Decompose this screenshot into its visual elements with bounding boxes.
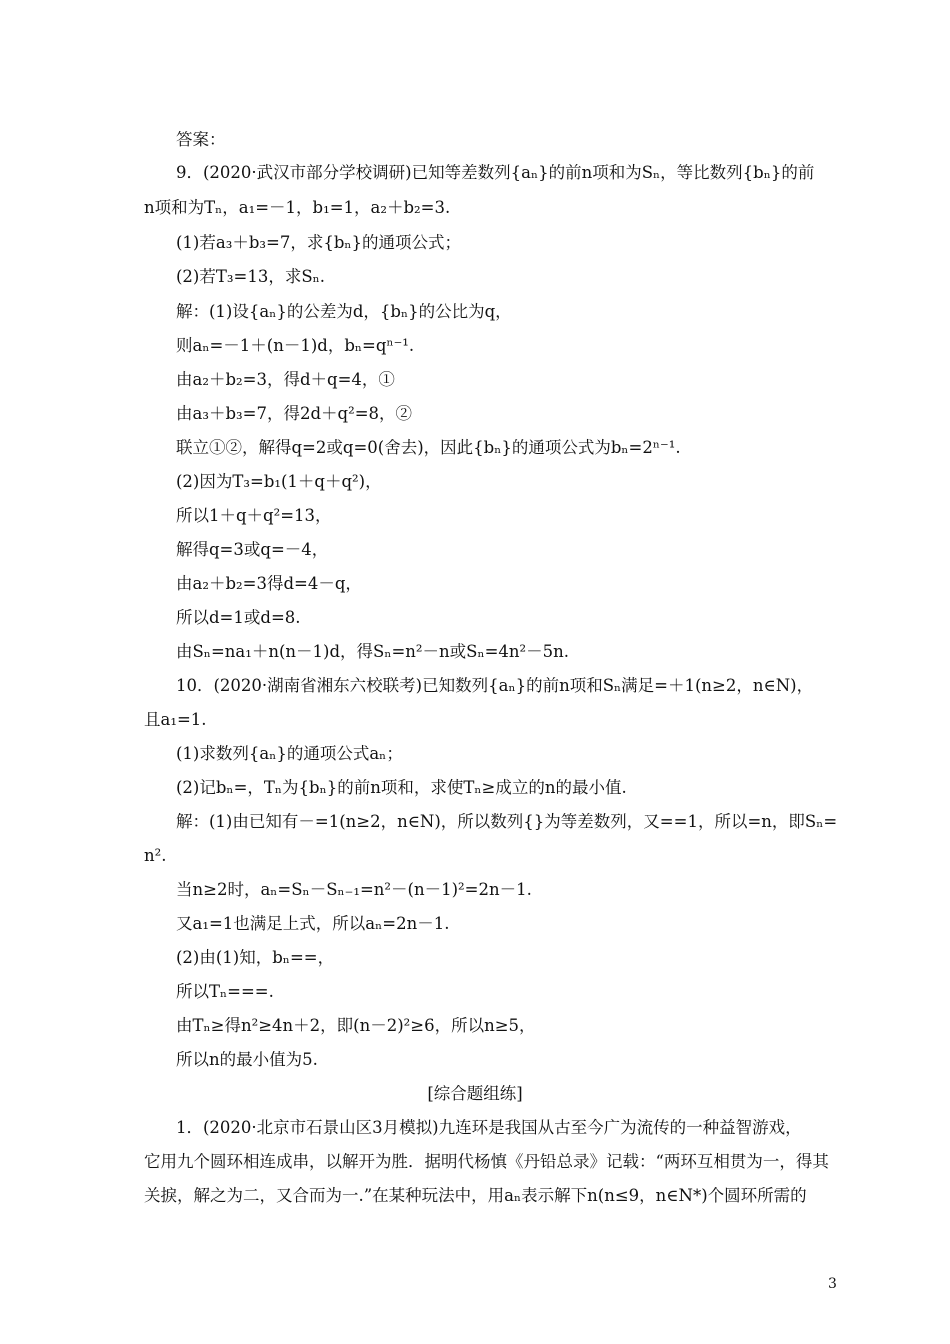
text-line: 所以n的最小值为5. <box>176 1050 318 1069</box>
text-line: (2)记bₙ=，Tₙ为{bₙ}的前n项和，求使Tₙ≥成立的n的最小值. <box>176 778 627 797</box>
text-line: n项和为Tₙ，a₁=－1，b₁=1，a₂＋b₂=3. <box>144 198 451 217</box>
text-line: (2)由(1)知，bₙ==， <box>176 948 335 967</box>
text-line: 答案： <box>176 130 226 149</box>
text-line: 由a₂＋b₂=3得d=4－q， <box>176 574 362 593</box>
section-heading: [综合题组练] <box>427 1084 523 1103</box>
text-line: 解：(1)由已知有－=1(n≥2，n∈N)，所以数列{}为等差数列，又==1，所以=n，即Sₙ= <box>176 812 838 831</box>
problem-10-line: 10．(2020·湖南省湘东六校联考)已知数列{aₙ}的前n项和Sₙ满足=＋1(n≥2，n∈N)， <box>176 676 814 695</box>
text-line: 则aₙ=－1＋(n－1)d，bₙ=qⁿ⁻¹. <box>176 336 415 355</box>
text-line: 由a₃＋b₃=7，得2d＋q²=8，② <box>176 404 413 423</box>
text-line: 联立①②，解得q=2或q=0(舍去)，因此{bₙ}的通项公式为bₙ=2ⁿ⁻¹. <box>176 438 681 457</box>
text-line: 解：(1)设{aₙ}的公差为d，{bₙ}的公比为q， <box>176 302 512 321</box>
text-line: (1)求数列{aₙ}的通项公式aₙ； <box>176 744 403 763</box>
text-line: 当n≥2时，aₙ=Sₙ－Sₙ₋₁=n²－(n－1)²=2n－1. <box>176 880 532 899</box>
problem-9-line: 9．(2020·武汉市部分学校调研)已知等差数列{aₙ}的前n项和为Sₙ，等比数列{bₙ}的前 <box>176 163 815 182</box>
text-line: 它用九个圆环相连成串，以解开为胜．据明代杨慎《丹铅总录》记载：“两环互相贯为一，得其 <box>144 1152 829 1171</box>
text-line: 关捩，解之为二，又合而为一.”在某种玩法中，用aₙ表示解下n(n≤9，n∈N*)个圆环所需的 <box>144 1186 807 1205</box>
text-line: 又a₁=1也满足上式，所以aₙ=2n－1. <box>176 914 450 933</box>
text-line: 由Sₙ=na₁＋n(n－1)d，得Sₙ=n²－n或Sₙ=4n²－5n. <box>176 642 570 661</box>
text-line: (2)若T₃=13，求Sₙ. <box>176 267 325 286</box>
text-line: (1)若a₃＋b₃=7，求{bₙ}的通项公式； <box>176 233 462 252</box>
text-line: 所以1＋q＋q²=13， <box>176 506 332 525</box>
text-line: 解得q=3或q=－4， <box>176 540 329 559</box>
text-line: 所以Tₙ===. <box>176 982 274 1001</box>
problem-1-line: 1．(2020·北京市石景山区3月模拟)九连环是我国从古至今广为流传的一种益智游戏， <box>176 1118 802 1137</box>
text-line: 由a₂＋b₂=3，得d＋q=4，① <box>176 370 395 389</box>
text-line: n². <box>144 846 167 865</box>
page-number: 3 <box>828 1276 837 1292</box>
text-line: 且a₁=1. <box>144 710 207 729</box>
text-line: 由Tₙ≥得n²≥4n＋2，即(n－2)²≥6，所以n≥5， <box>176 1016 536 1035</box>
text-line: (2)因为T₃=b₁(1＋q＋q²)， <box>176 472 382 491</box>
text-line: 所以d=1或d=8. <box>176 608 301 627</box>
